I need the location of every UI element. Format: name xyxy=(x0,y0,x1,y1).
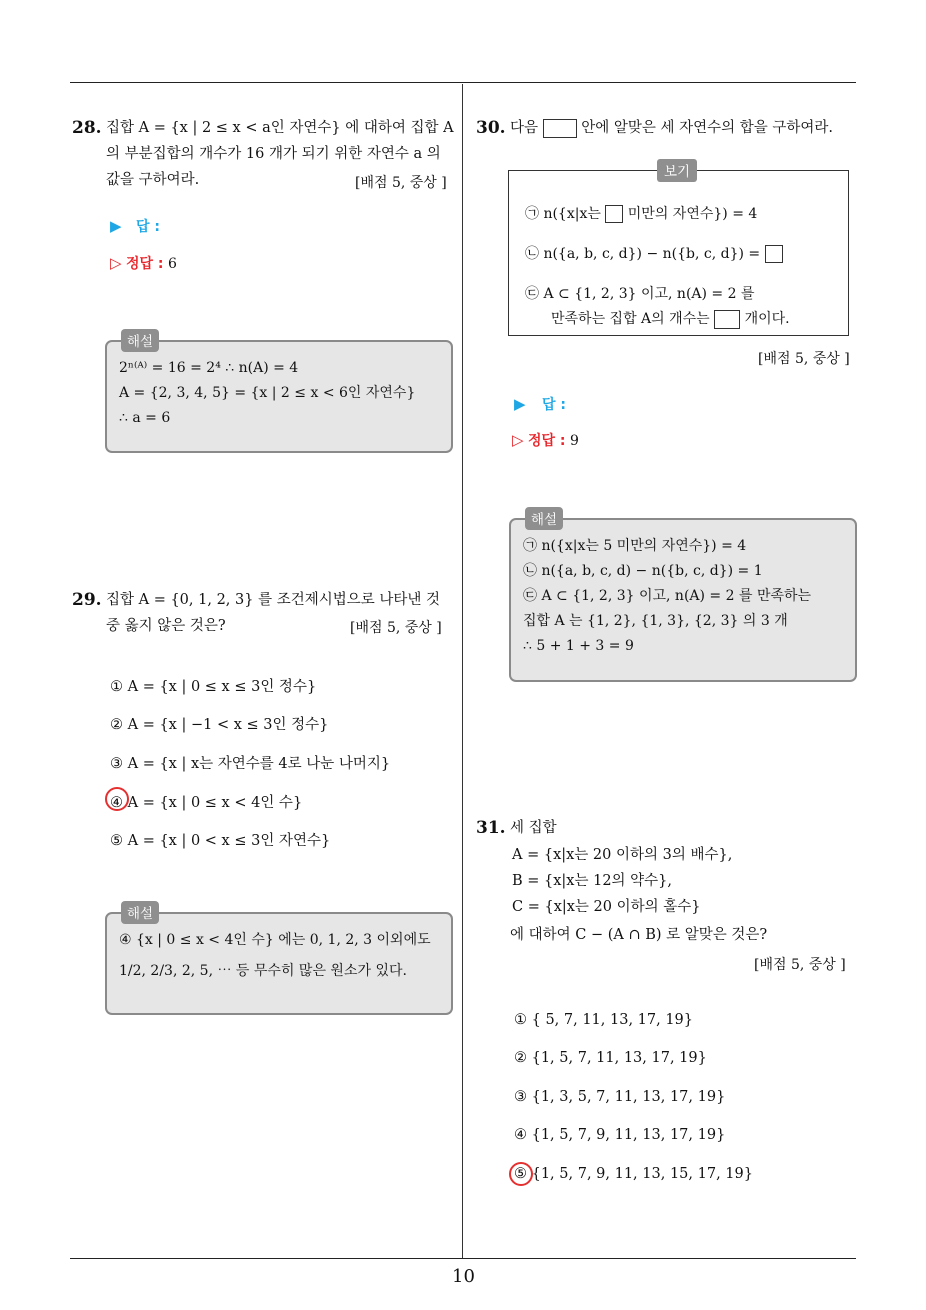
correct-answer-label: 정답 : xyxy=(528,433,566,449)
stem-before: 다음 xyxy=(510,120,539,136)
correct-answer-row xyxy=(110,253,177,273)
option-2[interactable]: ② A = {x | −1 < x ≤ 3인 정수} xyxy=(110,717,329,733)
option-5[interactable]: ⑤ {1, 5, 7, 9, 11, 13, 15, 17, 19} xyxy=(514,1166,753,1182)
solution-line: ∴ 5 + 1 + 3 = 9 xyxy=(523,638,634,654)
question-text-line: 값을 구하여라. xyxy=(106,172,200,188)
solution-line: 1/2, 2/3, 2, 5, ⋯ 등 무수히 많은 원소가 있다. xyxy=(119,963,407,979)
option-3[interactable]: ③ A = {x | x는 자연수를 4로 나눈 나머지} xyxy=(110,756,391,772)
top-rule xyxy=(70,82,856,83)
solution-line: ㉢ A ⊂ {1, 2, 3} 이고, n(A) = 2 를 만족하는 xyxy=(523,588,812,604)
set-definition: B = {x|x는 12의 약수}, xyxy=(512,873,673,889)
bogi-item-2: ㉡ n({a, b, c, d}) − n({b, c, d}) = xyxy=(525,243,783,263)
question-number: 31. xyxy=(476,818,506,838)
question-text-line: 에 대하여 C − (A ∩ B) 로 알맞은 것은? xyxy=(510,927,768,943)
question-text-line: 중 옳지 않은 것은? xyxy=(106,618,226,634)
answer-mark-circle xyxy=(509,1162,533,1186)
solution-box xyxy=(105,334,453,453)
correct-answer-value: 9 xyxy=(569,433,579,449)
outline-triangle-icon: ▷ xyxy=(512,431,524,449)
option-1[interactable]: ① A = {x | 0 ≤ x ≤ 3인 정수} xyxy=(110,679,317,695)
answer-mark-circle xyxy=(105,787,129,811)
blank-box xyxy=(765,245,783,263)
blank-box xyxy=(543,119,577,138)
answer-label: 답 : xyxy=(542,397,566,413)
solution-line: ④ {x | 0 ≤ x < 4인 수} 에는 0, 1, 2, 3 이외에도 xyxy=(119,932,431,948)
solution-line: 집합 A 는 {1, 2}, {1, 3}, {2, 3} 의 3 개 xyxy=(523,613,788,629)
points-label: [배점 5, 중상 ] xyxy=(350,620,442,636)
correct-answer-label: 정답 : xyxy=(126,256,164,272)
points-label: [배점 5, 중상 ] xyxy=(754,957,846,973)
answer-row xyxy=(110,216,160,236)
bogi-box xyxy=(508,164,849,336)
solution-tag: 해설 xyxy=(525,507,563,530)
outline-triangle-icon: ▷ xyxy=(110,254,122,272)
question-text-line: 의 부분집합의 개수가 16 개가 되기 위한 자연수 a 의 xyxy=(106,146,441,162)
solution-line: 2ⁿ⁽ᴬ⁾ = 16 = 2⁴ ∴ n(A) = 4 xyxy=(119,360,299,376)
question-text-line: 집합 A = {x | 2 ≤ x < a인 자연수} 에 대하여 집합 A xyxy=(106,120,454,136)
solution-line: ㉠ n({x|x는 5 미만의 자연수}) = 4 xyxy=(523,538,747,554)
points-label: [배점 5, 중상 ] xyxy=(758,351,850,367)
correct-answer-row xyxy=(512,430,579,450)
solution-line: A = {2, 3, 4, 5} = {x | 2 ≤ x < 6인 자연수} xyxy=(119,385,416,401)
option-2[interactable]: ② {1, 5, 7, 11, 13, 17, 19} xyxy=(514,1050,707,1066)
question-stem xyxy=(510,115,833,141)
question-number: 30. xyxy=(476,118,506,138)
blank-box xyxy=(714,310,740,329)
points-label: [배점 5, 중상 ] xyxy=(355,175,447,191)
set-definition: A = {x|x는 20 이하의 3의 배수}, xyxy=(512,847,733,863)
question-number: 28. xyxy=(72,118,102,138)
solution-line: ∴ a = 6 xyxy=(119,410,171,426)
solution-line: ㉡ n({a, b, c, d) − n({b, c, d}) = 1 xyxy=(523,563,763,579)
stem-after: 안에 알맞은 세 자연수의 합을 구하여라. xyxy=(581,120,833,136)
column-divider xyxy=(462,84,463,1259)
solution-box xyxy=(105,906,453,1015)
set-definition: C = {x|x는 20 이하의 홀수} xyxy=(512,899,701,915)
correct-answer-value: 6 xyxy=(167,256,177,272)
bogi-item-3: ㉢ A ⊂ {1, 2, 3} 이고, n(A) = 2 를 xyxy=(525,286,755,302)
bogi-item-1: ㉠ n({x|x는 미만의 자연수}) = 4 xyxy=(525,206,758,222)
option-3[interactable]: ③ {1, 3, 5, 7, 11, 13, 17, 19} xyxy=(514,1089,726,1105)
bottom-rule xyxy=(70,1258,856,1259)
question-text-line: 집합 A = {0, 1, 2, 3} 를 조건제시법으로 나타낸 것 xyxy=(106,592,440,608)
option-4[interactable]: ④ {1, 5, 7, 9, 11, 13, 17, 19} xyxy=(514,1127,726,1143)
answer-label: 답 : xyxy=(136,219,160,235)
play-triangle-icon: ▶ xyxy=(110,217,122,235)
question-number: 29. xyxy=(72,590,102,610)
blank-box xyxy=(605,205,623,223)
play-triangle-icon: ▶ xyxy=(514,395,526,413)
option-5[interactable]: ⑤ A = {x | 0 < x ≤ 3인 자연수} xyxy=(110,833,331,849)
option-4[interactable]: ④ A = {x | 0 ≤ x < 4인 수} xyxy=(110,795,303,811)
question-intro: 세 집합 xyxy=(510,820,557,836)
solution-tag: 해설 xyxy=(121,329,159,352)
bogi-item-3-line-2: 만족하는 집합 A의 개수는 개이다. xyxy=(551,311,790,327)
solution-tag: 해설 xyxy=(121,901,159,924)
bogi-tag: 보기 xyxy=(657,159,697,182)
option-1[interactable]: ① { 5, 7, 11, 13, 17, 19} xyxy=(514,1012,694,1028)
page-number: 10 xyxy=(452,1266,475,1287)
answer-row xyxy=(514,394,566,414)
solution-box xyxy=(509,512,857,682)
